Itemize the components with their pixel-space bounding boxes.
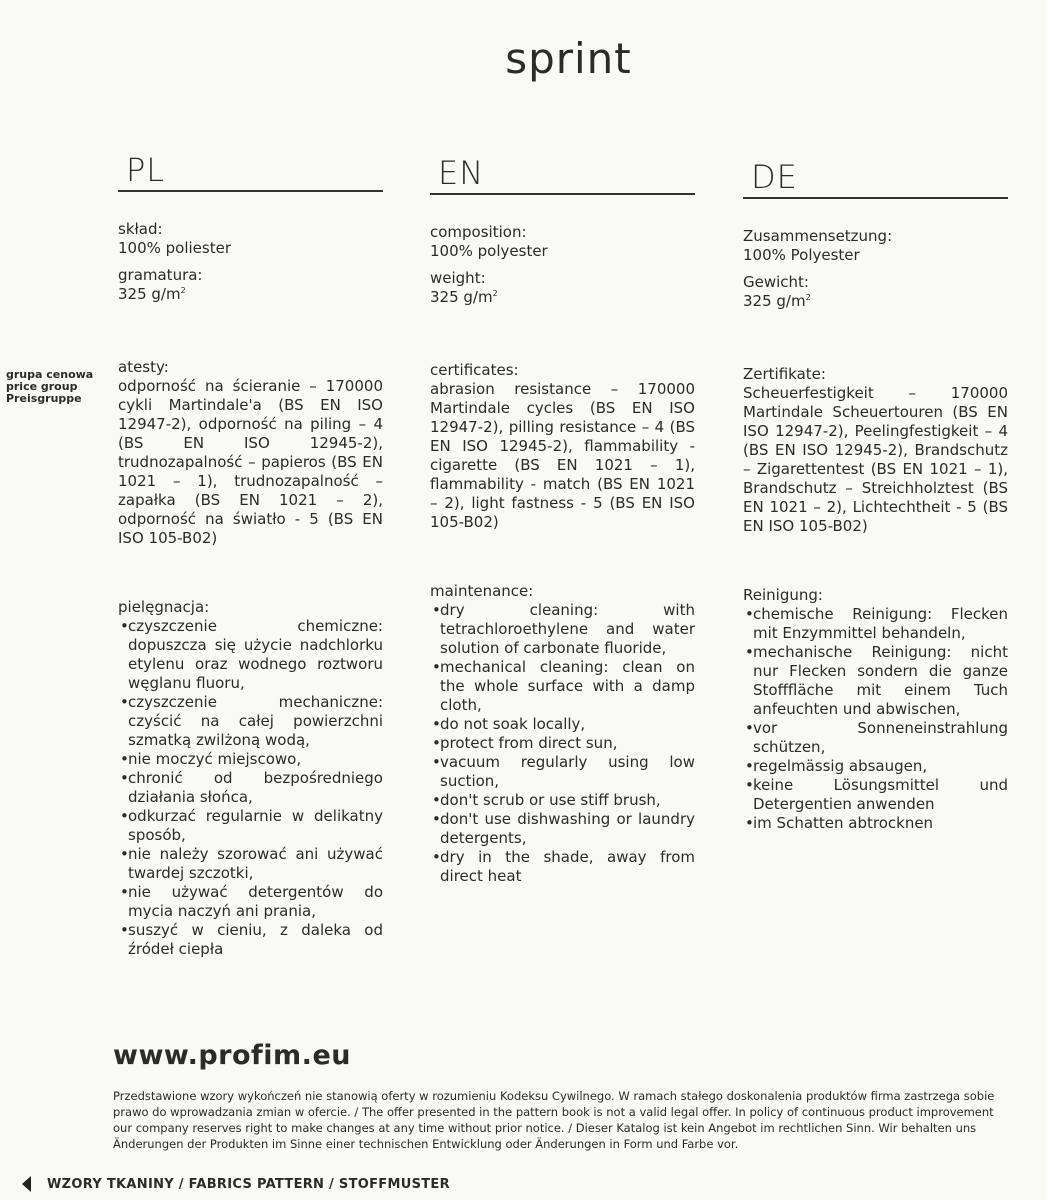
- weight-block: [743, 273, 1008, 311]
- maintenance-label: pielęgnacja:: [118, 598, 210, 616]
- back-arrow-icon[interactable]: [22, 1176, 31, 1192]
- composition-block: [743, 227, 1008, 265]
- list-item: • vacuum regularly using low suction,: [430, 753, 695, 791]
- page-title: sprint: [505, 34, 632, 83]
- list-item: • nie należy szorować ani używać twardej szczotki,: [118, 845, 383, 883]
- list-item: • im Schatten abtrocknen: [743, 814, 1008, 833]
- list-item: • czyszczenie mechaniczne: czyścić na całej powierzchni szmatką zwilżoną wodą,: [118, 693, 383, 750]
- weight-label: weight:: [430, 269, 486, 287]
- list-item: • czyszczenie chemiczne: dopuszcza się użycie nadchlorku etylenu oraz wodnego roztworu węglanu fluoru,: [118, 617, 383, 693]
- disclaimer-text: Przedstawione wzory wykończeń nie stanowią oferty w rozumieniu Kodeksu Cywilnego. W ramach stałego doskonalenia produktów firma zastrzega sobie prawo do wprowadzania zmian w ofercie. / The offer presented in the pattern book is not a valid legal offer. In policy of continuous product improvement our company reserves right to make changes at any time without prior notice. / Dieser Katalog ist kein Angebot im rechtlichen Sinn. Wir behalten uns Änderungen der Produkten im Sinne einer technischen Entwicklung oder Änderungen in Form und Farbe vor.: [113, 1089, 995, 1151]
- composition-label: skład:: [118, 220, 163, 238]
- certificates-block: [430, 361, 695, 532]
- weight-label: Gewicht:: [743, 273, 809, 291]
- weight-value: 325 g/m: [118, 285, 181, 303]
- language-heading: DE: [743, 157, 1008, 199]
- list-item: • regelmässig absaugen,: [743, 757, 1008, 776]
- maintenance-list: [430, 601, 695, 886]
- list-item: • dry in the shade, away from direct heat: [430, 848, 695, 886]
- column-pl: [118, 150, 383, 959]
- weight-label: gramatura:: [118, 266, 203, 284]
- language-heading: EN: [430, 153, 695, 195]
- composition-value: 100% polyester: [430, 242, 548, 260]
- composition-block: [430, 223, 695, 261]
- composition-value: 100% Polyester: [743, 246, 860, 264]
- column-en: [430, 153, 695, 886]
- certificates-label: Zertifikate:: [743, 365, 826, 383]
- composition-block: [118, 220, 383, 258]
- weight-value-wrap: [743, 292, 1008, 311]
- list-item: • mechanische Reinigung: nicht nur Flecken sondern die ganze Stofffläche mit einem Tuch anfeuchten und abwischen,: [743, 643, 1008, 719]
- maintenance-label: maintenance:: [430, 582, 534, 600]
- certificates-text: odporność na ścieranie – 170000 cykli Martindale'a (BS EN ISO 12947-2), odporność na piling – 4 (BS EN ISO 12945-2), trudnozapalność – papieros (BS EN 1021 – 1), trudnozapalność – zapałka (BS EN 1021 – 2), odporność na światło - 5 (BS EN ISO 105-B02): [118, 377, 383, 547]
- price-group-label: [6, 369, 93, 405]
- column-de: [743, 157, 1008, 833]
- weight-block: [430, 269, 695, 307]
- list-item: • do not soak locally,: [430, 715, 695, 734]
- certificates-label: atesty:: [118, 358, 169, 376]
- maintenance-list: [118, 617, 383, 959]
- maintenance-block: [430, 582, 695, 886]
- list-item: • chemische Reinigung: Flecken mit Enzymmittel behandeln,: [743, 605, 1008, 643]
- footer-label: WZORY TKANINY / FABRICS PATTERN / STOFFMUSTER: [47, 1176, 450, 1192]
- price-group-label-en: price group: [6, 380, 78, 393]
- list-item: • protect from direct sun,: [430, 734, 695, 753]
- price-group-label-de: Preisgruppe: [6, 392, 82, 405]
- list-item: • chronić od bezpośredniego działania słońca,: [118, 769, 383, 807]
- list-item: • mechanical cleaning: clean on the whole surface with a damp cloth,: [430, 658, 695, 715]
- weight-unit-sup: 2: [180, 286, 186, 295]
- price-group-label-pl: grupa cenowa: [6, 368, 94, 381]
- certificates-block: [743, 365, 1008, 536]
- weight-value: 325 g/m: [430, 288, 493, 306]
- maintenance-label: Reinigung:: [743, 586, 823, 604]
- footer: [22, 1176, 450, 1192]
- website-link[interactable]: www.profim.eu: [113, 1040, 351, 1071]
- composition-value: 100% poliester: [118, 239, 232, 257]
- weight-unit-sup: 2: [492, 289, 498, 298]
- list-item: • don't scrub or use stiff brush,: [430, 791, 695, 810]
- list-item: • suszyć w cieniu, z daleka od źródeł ciepła: [118, 921, 383, 959]
- list-item: • odkurzać regularnie w delikatny sposób,: [118, 807, 383, 845]
- composition-label: composition:: [430, 223, 527, 241]
- list-item: • nie moczyć miejscowo,: [118, 750, 383, 769]
- composition-label: Zusammensetzung:: [743, 227, 893, 245]
- maintenance-list: [743, 605, 1008, 833]
- certificates-block: [118, 358, 383, 548]
- weight-value-wrap: [430, 288, 695, 307]
- weight-value-wrap: [118, 285, 383, 304]
- maintenance-block: [743, 586, 1008, 833]
- list-item: • keine Lösungsmittel und Detergentien anwenden: [743, 776, 1008, 814]
- weight-unit-sup: 2: [805, 293, 811, 302]
- certificates-text: abrasion resistance – 170000 Martindale cycles (BS EN ISO 12947-2), pilling resistance – 4 (BS EN ISO 12945-2), flammability - cigarette (BS EN 1021 – 1), flammability - match (BS EN 1021 – 2), light fastness - 5 (BS EN ISO 105-B02): [430, 380, 695, 531]
- list-item: • vor Sonneneinstrahlung schützen,: [743, 719, 1008, 757]
- list-item: • don't use dishwashing or laundry detergents,: [430, 810, 695, 848]
- maintenance-block: [118, 598, 383, 959]
- list-item: • nie używać detergentów do mycia naczyń ani prania,: [118, 883, 383, 921]
- weight-value: 325 g/m: [743, 292, 806, 310]
- language-heading: PL: [118, 150, 383, 192]
- list-item: • dry cleaning: with tetrachloroethylene and water solution of carbonate fluoride,: [430, 601, 695, 658]
- certificates-text: Scheuerfestigkeit – 170000 Martindale Scheuertouren (BS EN ISO 12947-2), Peelingfestigkeit – 4 (BS EN ISO 12945-2), Brandschutz – Zigarettentest (BS EN 1021 – 1), Brandschutz – Streichholztest (BS EN 1021 – 2), Lichtechtheit - 5 (BS EN ISO 105-B02): [743, 384, 1008, 535]
- weight-block: [118, 266, 383, 304]
- certificates-label: certificates:: [430, 361, 519, 379]
